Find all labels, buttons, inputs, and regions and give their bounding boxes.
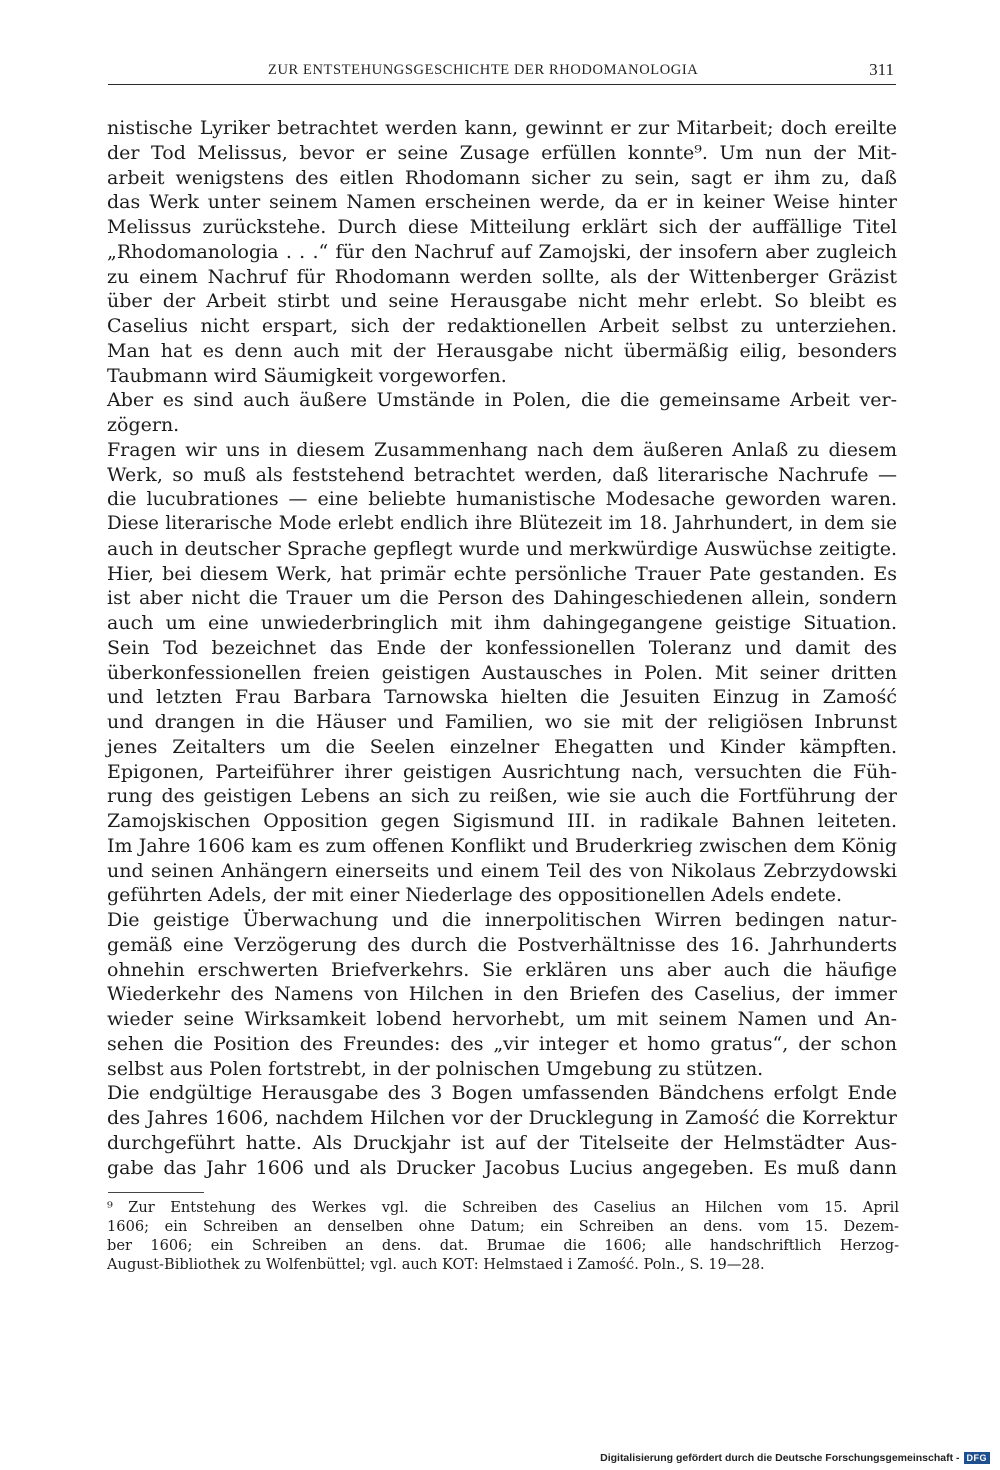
text-line: selbst aus Polen fortstrebt, in der polnischen Umgebung zu stützen. (107, 1057, 764, 1080)
page-number: 311 (869, 60, 894, 79)
text-line: nistische Lyriker betrachtet werden kann, gewinnt er zur Mitarbeit; doch ereilte (107, 117, 897, 139)
text-line: auch um eine unwiederbringlich mit ihm dahingegangene geistige Situation. (107, 612, 897, 634)
footnote-line: ber 1606; ein Schreiben an dens. dat. Brumae die 1606; alle handschriftlich Herzog- (107, 1237, 899, 1254)
text-line: Melissus zurückstehe. Durch diese Mitteilung erklärt sich der auffällige Titel (107, 216, 897, 238)
text-line: wieder seine Wirksamkeit lobend hervorhebt, um mit seinem Namen und An- (107, 1008, 897, 1030)
text-line: rung des geistigen Lebens an sich zu reißen, wie sie auch die Fortführung der (107, 785, 897, 808)
text-line: Wiederkehr des Namens von Hilchen in den Briefen des Caselius, der immer (107, 983, 897, 1006)
text-line: Zamojskischen Opposition gegen Sigismund III. in radikale Bahnen leiteten. (107, 810, 897, 832)
text-line: Im Jahre 1606 kam es zum offenen Konflikt und Bruderkrieg zwischen dem König (107, 834, 897, 857)
running-title: ZUR ENTSTEHUNGSGESCHICHTE DER RHODOMANOLOGIA (268, 62, 699, 78)
text-line: Taubmann wird Säumigkeit vorgeworfen. (107, 364, 507, 387)
text-line: Diese literarische Mode erlebt endlich ihre Blütezeit im 18. Jahrhundert, in dem sie (107, 513, 897, 534)
dfg-logo: DFG (964, 1452, 991, 1464)
text-line: Man hat es denn auch mit der Herausgabe nicht übermäßig eilig, besonders (107, 339, 897, 362)
text-line: Epigonen, Parteiführer ihrer geistigen Ausrichtung nach, versuchten die Füh- (107, 760, 897, 783)
text-line: und seinen Anhängern einerseits und einem Teil des von Nikolaus Zebrzydowski (107, 859, 897, 882)
text-line: Aber es sind auch äußere Umstände in Polen, die die gemeinsame Arbeit ver- (107, 389, 897, 412)
text-line: Caselius nicht erspart, sich der redaktionellen Arbeit selbst zu unterziehen. (107, 315, 897, 337)
footnote-line: August-Bibliothek zu Wolfenbüttel; vgl. auch KOT: Helmstaed i Zamość. Poln., S. 19—28. (107, 1256, 765, 1273)
text-line: sehen die Position des Freundes: des „vir integer et homo gratus“, der schon (107, 1032, 897, 1055)
text-line: auch in deutscher Sprache gepflegt wurde und merkwürdige Auswüchse zeitigte. (107, 537, 897, 560)
text-line: der Tod Melissus, bevor er seine Zusage erfüllen konnte⁹. Um nun der Mit- (107, 141, 897, 164)
text-line: durchgeführt hatte. Als Druckjahr ist auf der Titelseite der Helmstädter Aus- (107, 1131, 897, 1154)
body-text (107, 116, 897, 1180)
text-line: „Rhodomanologia . . .“ für den Nachruf auf Zamojski, der insofern aber zugleich (107, 240, 897, 263)
paragraph (107, 1081, 897, 1180)
text-line: gabe das Jahr 1606 und als Drucker Jacobus Lucius angegeben. Es muß dann (107, 1156, 897, 1179)
text-line: Fragen wir uns in diesem Zusammenhang nach dem äußeren Anlaß zu diesem (107, 438, 897, 461)
text-line: über der Arbeit stirbt und seine Herausgabe nicht mehr erlebt. So bleibt es (107, 290, 897, 313)
credit-text: Digitalisierung gefördert durch die Deutsche Forschungsgemeinschaft - (600, 1452, 960, 1464)
text-line: arbeit wenigstens des eitlen Rhodomann sicher zu sein, sagt er ihm zu, daß (107, 166, 897, 189)
digitization-credit (600, 1450, 990, 1466)
text-line: jenes Zeitalters um die Seelen einzelner Ehegatten und Kinder kämpften. (107, 735, 897, 758)
text-line: Hier, bei diesem Werk, hat primär echte persönliche Trauer Pate gestanden. Es (107, 562, 897, 585)
text-line: gemäß eine Verzögerung des durch die Postverhältnisse des 16. Jahrhunderts (107, 933, 897, 956)
text-line: Die endgültige Herausgabe des 3 Bogen umfassenden Bändchens erfolgt Ende (107, 1082, 897, 1105)
text-line: ist aber nicht die Trauer um die Person des Dahingeschiedenen allein, sondern (107, 587, 897, 610)
running-header (108, 60, 896, 85)
text-line: ohnehin erschwerten Briefverkehrs. Sie erklären uns aber auch die häufige (107, 958, 897, 981)
text-line: Werk, so muß als feststehend betrachtet werden, daß literarische Nachrufe — (107, 463, 897, 486)
paragraph (107, 116, 897, 388)
paragraph (107, 908, 897, 1081)
text-line: zu einem Nachruf für Rhodomann werden sollte, als der Wittenberger Gräzist (107, 265, 897, 288)
text-line: geführten Adels, der mit einer Niederlage des oppositionellen Adels endete. (107, 884, 843, 907)
text-line: überkonfessionellen freien geistigen Austausches in Polen. Mit seiner dritten (107, 661, 897, 684)
text-line: und letzten Frau Barbara Tarnowska hielten die Jesuiten Einzug in Zamość (107, 686, 897, 709)
text-line: zögern. (107, 414, 180, 436)
footnote-divider (108, 1192, 204, 1193)
paragraph (107, 388, 897, 438)
text-line: das Werk unter seinem Namen erscheinen werde, da er in keiner Weise hinter (107, 191, 897, 214)
footnote-block (107, 1198, 899, 1274)
text-line: Sein Tod bezeichnet das Ende der konfessionellen Toleranz und damit des (107, 636, 897, 659)
footnote-line: ⁹ Zur Entstehung des Werkes vgl. die Schreiben des Caselius an Hilchen vom 15. April (107, 1199, 899, 1216)
paragraph (107, 438, 897, 908)
text-line: und drangen in die Häuser und Familien, wo sie mit der religiösen Inbrunst (107, 711, 897, 733)
text-line: Die geistige Überwachung und die innerpolitischen Wirren bedingen natur- (107, 909, 897, 931)
text-line: des Jahres 1606, nachdem Hilchen vor der Drucklegung in Zamość die Korrektur (107, 1107, 897, 1129)
text-line: die lucubrationes — eine beliebte humanistische Modesache geworden waren. (107, 488, 897, 511)
footnote-line: 1606; ein Schreiben an denselben ohne Datum; ein Schreiben an dens. vom 15. Dezem- (107, 1218, 899, 1235)
